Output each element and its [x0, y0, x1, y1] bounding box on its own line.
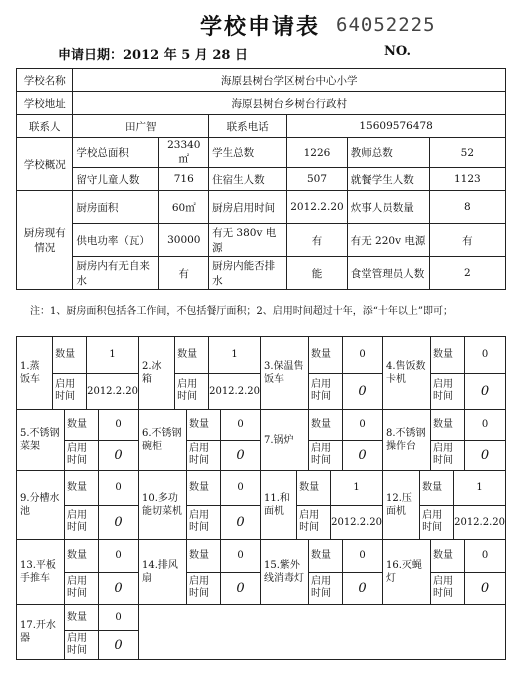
- qty-label: 数量: [431, 337, 465, 373]
- v380-value: 有: [287, 224, 347, 257]
- cooks-value: 8: [429, 191, 505, 224]
- time-row: [65, 631, 138, 659]
- qty-value: 0: [359, 419, 366, 431]
- equipment-row: [17, 605, 505, 659]
- students-value: 1226: [287, 138, 347, 168]
- qty-label: 数量: [65, 540, 99, 572]
- time-label: 启用时间: [53, 374, 87, 410]
- equipment-name: 2.冰箱: [139, 337, 175, 409]
- time-label: 启用时间: [431, 441, 465, 471]
- number-label: NO.: [384, 44, 411, 59]
- qty-value: 1: [476, 482, 483, 494]
- qty-row: [175, 337, 260, 374]
- qty-value: 0: [115, 419, 122, 431]
- time-label: 启用时间: [309, 441, 343, 471]
- time-value: 0: [358, 580, 367, 596]
- equipment-name: 6.不锈钢碗柜: [139, 410, 187, 470]
- equipment-item: [139, 471, 261, 539]
- time-value: 0: [480, 383, 490, 399]
- qty-value: 0: [115, 550, 122, 562]
- time-row: [53, 374, 138, 410]
- equipment-row: [17, 337, 505, 410]
- time-label: 启用时间: [65, 573, 99, 605]
- equipment-values: [431, 540, 505, 604]
- time-value: 0: [358, 383, 367, 399]
- equipment-item: [383, 471, 505, 539]
- equipment-values: [187, 410, 260, 470]
- time-row: [309, 573, 382, 605]
- equipment-item: [383, 540, 505, 604]
- time-label: 启用时间: [187, 506, 221, 540]
- time-value: 0: [114, 447, 123, 463]
- qty-label: 数量: [187, 540, 221, 572]
- v220-label: 有无 220v 电源: [347, 224, 429, 257]
- equipment-row: [17, 410, 505, 471]
- equipment-values: [65, 605, 138, 659]
- qty-row: [65, 540, 138, 573]
- form-title: 学校申请表: [199, 14, 320, 40]
- equipment-values: [175, 337, 260, 409]
- v220-value: 有: [429, 224, 505, 257]
- qty-value: 0: [115, 482, 122, 494]
- qty-value: 0: [237, 482, 244, 494]
- equipment-item: [17, 410, 139, 470]
- equipment-values: [65, 471, 138, 539]
- equipment-name: 12.压面机: [383, 471, 420, 539]
- qty-label: 数量: [187, 410, 221, 440]
- equipment-values: [65, 410, 138, 470]
- qty-row: [431, 540, 505, 573]
- school-name: 海原县树台学区树台中心小学: [73, 69, 506, 92]
- school-address: 海原县树台乡树台行政村: [73, 92, 506, 115]
- equipment-item: [383, 337, 505, 409]
- equipment-row: [17, 540, 505, 605]
- time-value: 0: [114, 637, 123, 653]
- qty-row: [187, 471, 260, 506]
- time-row: [420, 506, 505, 540]
- power-value: 30000: [159, 224, 209, 257]
- time-value: 0: [358, 447, 367, 463]
- qty-value: 0: [481, 349, 489, 361]
- time-label: 启用时间: [65, 441, 99, 471]
- water-label: 厨房内有无自来水: [73, 257, 159, 290]
- equipment-name: 8.不锈钢操作台: [383, 410, 431, 470]
- dining-value: 1123: [429, 168, 505, 191]
- boarding-label: 住宿生人数: [209, 168, 287, 191]
- time-label: 启用时间: [175, 374, 209, 410]
- qty-row: [187, 540, 260, 573]
- equipment-values: [297, 471, 382, 539]
- equipment-item: [17, 605, 139, 659]
- time-row: [431, 573, 505, 605]
- qty-label: 数量: [420, 471, 454, 505]
- time-value: 2012.2.20: [331, 516, 382, 528]
- qty-label: 数量: [65, 605, 99, 630]
- time-value: 0: [114, 514, 123, 530]
- time-value: 2012.2.20: [87, 385, 138, 397]
- empty-cell: [261, 605, 383, 659]
- time-label: 启用时间: [65, 506, 99, 540]
- kitchen-area-label: 厨房面积: [73, 191, 159, 224]
- time-value: 0: [236, 447, 245, 463]
- qty-value: 0: [359, 550, 366, 562]
- qty-row: [309, 337, 382, 374]
- equipment-values: [187, 471, 260, 539]
- qty-value: 0: [481, 550, 489, 562]
- time-row: [309, 374, 382, 410]
- qty-value: 0: [115, 612, 122, 623]
- teachers-value: 52: [429, 138, 505, 168]
- school-address-label: 学校地址: [17, 92, 73, 115]
- managers-value: 2: [429, 257, 505, 290]
- qty-value: 1: [353, 482, 360, 494]
- equipment-values: [65, 540, 138, 604]
- equipment-values: [187, 540, 260, 604]
- equipment-item: [17, 540, 139, 604]
- qty-row: [431, 410, 505, 441]
- equipment-item: [139, 337, 261, 409]
- equipment-values: [53, 337, 138, 409]
- qty-label: 数量: [53, 337, 87, 373]
- kitchen-start-value: 2012.2.20: [287, 191, 347, 224]
- equipment-values: [420, 471, 505, 539]
- time-label: 启用时间: [431, 374, 465, 410]
- time-value: 0: [114, 580, 123, 596]
- equipment-values: [309, 540, 382, 604]
- phone-label: 联系电话: [209, 115, 287, 138]
- school-info-table: [16, 68, 506, 290]
- qty-value: 1: [231, 349, 238, 361]
- kitchen-start-label: 厨房启用时间: [209, 191, 287, 224]
- time-label: 启用时间: [431, 573, 465, 605]
- left-behind-label: 留守儿童人数: [73, 168, 159, 191]
- equipment-name: 3.保温售饭车: [261, 337, 309, 409]
- qty-row: [53, 337, 138, 374]
- time-row: [187, 506, 260, 540]
- water-value: 有: [159, 257, 209, 290]
- equipment-name: 15.紫外线消毒灯: [261, 540, 309, 604]
- time-row: [187, 441, 260, 471]
- school-name-label: 学校名称: [17, 69, 73, 92]
- time-value: 0: [480, 580, 490, 596]
- equipment-item: [261, 540, 383, 604]
- qty-row: [65, 471, 138, 506]
- time-row: [431, 441, 505, 471]
- time-value: 0: [480, 447, 490, 463]
- qty-label: 数量: [309, 540, 343, 572]
- time-label: 启用时间: [187, 441, 221, 471]
- time-row: [65, 573, 138, 605]
- power-label: 供电功率（瓦）: [73, 224, 159, 257]
- v380-label: 有无 380v 电源: [209, 224, 287, 257]
- qty-row: [65, 410, 138, 441]
- equipment-name: 13.平板手推车: [17, 540, 65, 604]
- area-label: 学校总面积: [73, 138, 159, 168]
- equipment-item: [139, 540, 261, 604]
- equipment-item: [261, 471, 383, 539]
- time-row: [297, 506, 382, 540]
- time-row: [175, 374, 260, 410]
- drain-label: 厨房内能否排水: [209, 257, 287, 290]
- qty-row: [309, 410, 382, 441]
- time-row: [65, 441, 138, 471]
- qty-value: 0: [481, 419, 489, 431]
- equipment-values: [309, 410, 382, 470]
- qty-value: 0: [359, 349, 366, 361]
- qty-value: 0: [237, 419, 244, 431]
- equipment-name: 16.灭蝇灯: [383, 540, 431, 604]
- equipment-item: [139, 410, 261, 470]
- qty-row: [431, 337, 505, 374]
- time-label: 启用时间: [187, 573, 221, 605]
- time-label: 启用时间: [65, 631, 99, 659]
- left-behind-value: 716: [159, 168, 209, 191]
- qty-row: [420, 471, 505, 506]
- qty-row: [297, 471, 382, 506]
- time-row: [431, 374, 505, 410]
- boarding-value: 507: [287, 168, 347, 191]
- area-value: 23340㎡: [159, 138, 209, 168]
- equipment-name: 17.开水器: [17, 605, 65, 659]
- equipment-values: [431, 337, 505, 409]
- students-label: 学生总数: [209, 138, 287, 168]
- time-value: 2012.2.20: [454, 516, 505, 528]
- equipment-name: 9.分槽水池: [17, 471, 65, 539]
- application-date: 申请日期：2012 年 5 月 28 日: [58, 48, 248, 63]
- contact-label: 联系人: [17, 115, 73, 138]
- empty-cell: [139, 605, 261, 659]
- equipment-name: 1.蒸饭车: [17, 337, 53, 409]
- equipment-name: 5.不锈钢菜架: [17, 410, 65, 470]
- time-value: 0: [236, 580, 245, 596]
- time-label: 启用时间: [309, 573, 343, 605]
- qty-label: 数量: [297, 471, 331, 505]
- qty-label: 数量: [187, 471, 221, 505]
- qty-label: 数量: [309, 337, 343, 373]
- overview-label: 学校概况: [17, 138, 73, 191]
- managers-label: 食堂管理员人数: [347, 257, 429, 290]
- qty-label: 数量: [175, 337, 209, 373]
- equipment-item: [261, 410, 383, 470]
- equipment-row: [17, 471, 505, 540]
- time-label: 启用时间: [420, 506, 454, 540]
- contact-name: 田广智: [73, 115, 209, 138]
- dining-label: 就餐学生人数: [347, 168, 429, 191]
- qty-label: 数量: [65, 410, 99, 440]
- cooks-label: 炊事人员数量: [347, 191, 429, 224]
- equipment-name: 4.售饭数卡机: [383, 337, 431, 409]
- kitchen-area-value: 60㎡: [159, 191, 209, 224]
- equipment-name: 7.锅炉: [261, 410, 309, 470]
- serial-number: 64052225: [336, 14, 436, 36]
- empty-cell: [383, 605, 505, 659]
- qty-label: 数量: [431, 540, 465, 572]
- equipment-item: [383, 410, 505, 470]
- equipment-values: [309, 337, 382, 409]
- time-row: [65, 506, 138, 540]
- time-value: 0: [236, 514, 245, 530]
- equipment-name: 14.排风扇: [139, 540, 187, 604]
- equipment-grid: [16, 336, 506, 660]
- qty-row: [187, 410, 260, 441]
- qty-value: 0: [237, 550, 244, 562]
- time-value: 2012.2.20: [209, 385, 260, 397]
- equipment-item: [261, 337, 383, 409]
- equipment-name: 10.多功能切菜机: [139, 471, 187, 539]
- time-label: 启用时间: [309, 374, 343, 410]
- equipment-values: [431, 410, 505, 470]
- equipment-item: [17, 337, 139, 409]
- time-label: 启用时间: [297, 506, 331, 540]
- time-row: [309, 441, 382, 471]
- qty-label: 数量: [309, 410, 343, 440]
- qty-row: [309, 540, 382, 573]
- time-row: [187, 573, 260, 605]
- equipment-name: 11.和面机: [261, 471, 297, 539]
- qty-label: 数量: [65, 471, 99, 505]
- qty-row: [65, 605, 138, 631]
- form-note: 注：1、厨房面积包括各工作间，不包括餐厅面积；2、启用时间超过十年，添“十年以上”即可；: [30, 306, 453, 317]
- kitchen-label: 厨房现有情况: [17, 191, 73, 290]
- qty-label: 数量: [431, 410, 465, 440]
- equipment-item: [17, 471, 139, 539]
- phone-number: 15609576478: [287, 115, 506, 138]
- qty-value: 1: [109, 349, 116, 361]
- teachers-label: 教师总数: [347, 138, 429, 168]
- drain-value: 能: [287, 257, 347, 290]
